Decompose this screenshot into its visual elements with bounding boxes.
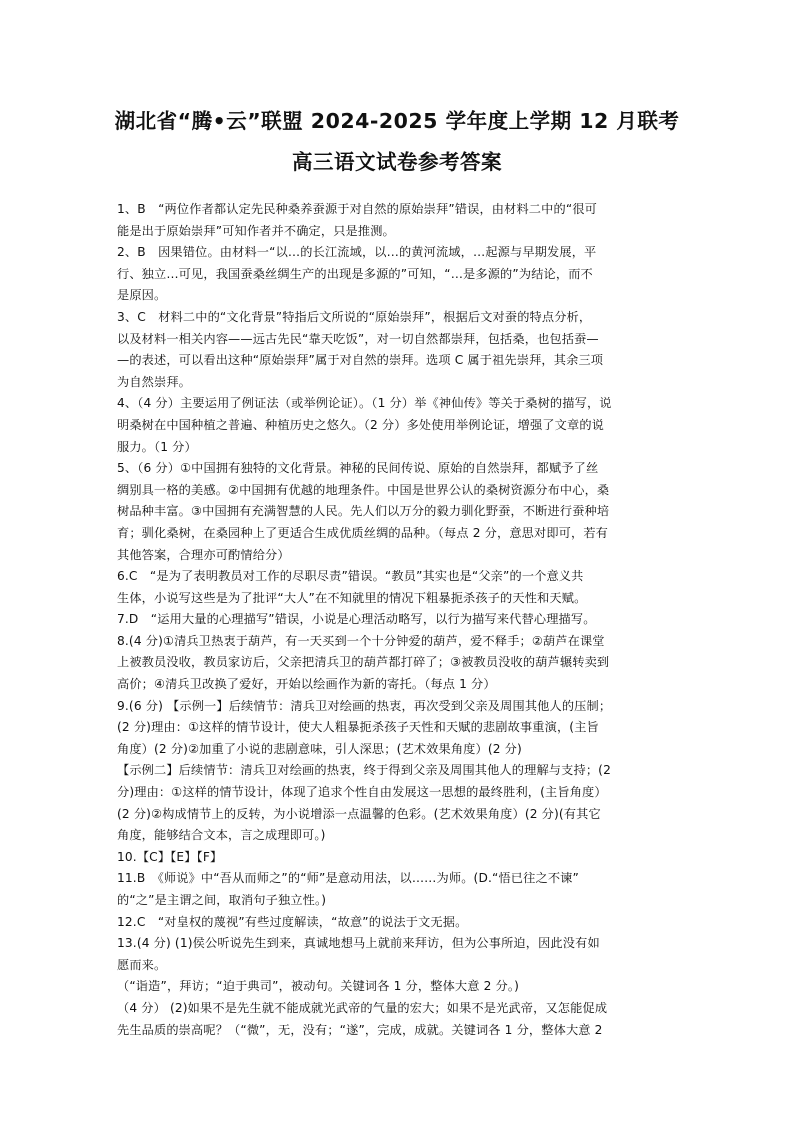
text-line: 12.C “对皇权的蔑视”有些过度解读，“故意”的说法于文无据。 <box>117 914 468 929</box>
answer-body <box>117 199 677 1041</box>
text-line: 绸别具一格的美感。②中国拥有优越的地理条件。中国是世界公认的桑树资源分布中心，桑 <box>117 482 610 497</box>
text-line: 的“之”是主谓之间，取消句子独立性。) <box>117 893 327 907</box>
text-line: 7.D “运用大量的心理描写”错误，小说是心理活动略写，以行为描写来代替心理描写。 <box>117 612 596 627</box>
text-line: （“诣造”，拜访；“迫于典司”，被动句。关键词各 1 分，整体大意 2 分。) <box>117 979 520 994</box>
text-line: 13.(4 分) (1)侯公听说先生到来，真诚地想马上就前来拜访，但为公事所迫，因此没有如 <box>117 936 600 951</box>
text-line: 高价；④清兵卫改换了爱好，开始以绘画作为新的寄托。（每点 1 分） <box>117 677 496 692</box>
text-line: 2、B 因果错位。由材料一“以…的长江流域，以…的黄河流域，…起源与早期发展，平 <box>117 245 597 260</box>
text-line: 11.B 《师说》中“吾从而师之”的“师”是意动用法，以……为师。(D.“悟已往之不谏” <box>117 871 579 886</box>
text-line: 9.(6 分) 【示例一】后续情节：清兵卫对绘画的热衷，再次受到父亲及周围其他人的压制； <box>117 698 612 713</box>
text-line: 树品种丰富。③中国拥有充满智慧的人民。先人们以万分的毅力驯化野蚕，不断进行蚕种培 <box>117 504 610 519</box>
text-line: 3、C 材料二中的“文化背景”特指后文所说的“原始崇拜”，根据后文对蚕的特点分析， <box>117 309 592 324</box>
text-line: 是原因。 <box>117 288 167 303</box>
text-line: 5、（6 分）①中国拥有独特的文化背景。神秘的民间传说、原始的自然崇拜，都赋予了丝 <box>117 461 599 476</box>
document-subtitle: 高三语文试卷参考答案 <box>292 150 502 174</box>
text-line: 角度，能够结合文本，言之成理即可。) <box>117 828 326 843</box>
text-line: 明桑树在中国种植之普遍、种植历史之悠久。（2 分）多处使用举例论证，增强了文章的说 <box>117 417 604 432</box>
document-title: 湖北省“腾•云”联盟 2024-2025 学年度上学期 12 月联考 <box>114 109 680 133</box>
text-line: 角度）(2 分)②加重了小说的悲剧意味，引人深思；(艺术效果角度）(2 分) <box>117 741 522 756</box>
text-line: 以及材料一相关内容——远古先民“靠天吃饭”，对一切自然都崇拜，包括桑，也包括蚕— <box>117 331 599 346</box>
text-line: (2 分)②构成情节上的反转，为小说增添一点温馨的色彩。(艺术效果角度）(2 分)(有其它 <box>117 806 601 821</box>
text-line: (2 分)理由：①这样的情节设计，使大人粗暴扼杀孩子天性和天赋的悲剧故事重演，(主旨 <box>117 720 599 735</box>
text-line: 能是出于原始崇拜”可知作者并不确定，只是推测。 <box>117 223 395 238</box>
text-line: —的表述，可以看出这种“原始崇拜”属于对自然的崇拜。选项 C 属于祖先崇拜，其余三项 <box>117 353 604 368</box>
text-line: （4 分） (2)如果不是先生就不能成就光武帝的气量的宏大；如果不是光武帝，又怎能促成 <box>117 1000 608 1015</box>
text-line: 1、B “两位作者都认定先民种桑养蚕源于对自然的原始崇拜”错误，由材料二中的“很可 <box>117 202 597 216</box>
text-line: 上被教员没收，教员家访后，父亲把清兵卫的葫芦都打碎了；③被教员没收的葫芦辗转卖到 <box>117 655 610 670</box>
text-line: 分)理由：①这样的情节设计，体现了追求个性自由发展这一思想的最终胜利，(主旨角度） <box>117 785 607 800</box>
text-line: 6.C “是为了表明教员对工作的尽职尽责”错误。“教员”其实也是“父亲”的一个意义共 <box>117 569 584 584</box>
text-line: 育；驯化桑树，在桑园种上了更适合生成优质丝绸的品种。（每点 2 分，意思对即可，若有 <box>117 525 609 540</box>
text-line: 生体，小说写这些是为了批评“大人”在不知就里的情况下粗暴扼杀孩子的天性和天赋。 <box>117 590 587 605</box>
text-line: 【示例二】后续情节：清兵卫对绘画的热衷，终于得到父亲及周围其他人的理解与支持；(2 <box>117 763 611 778</box>
text-line: 8.(4 分)①清兵卫热衷于葫芦，有一天买到一个十分钟爱的葫芦，爱不释手；②葫芦在课堂 <box>117 633 605 648</box>
text-line: 10.【C】【E】【F】 <box>117 849 223 864</box>
text-line: 行、独立…可见，我国蚕桑丝绸生产的出现是多源的”可知，“…是多源的”为结论，而不 <box>117 266 593 281</box>
text-line: 先生品质的崇高呢？（“微”，无，没有；“遂”，完成，成就。关键词各 1 分，整体大意 2 <box>117 1022 603 1037</box>
text-line: 愿而来。 <box>117 957 167 972</box>
text-line: 服力。（1 分） <box>117 439 197 454</box>
text-line: 其他答案，合理亦可酌情给分） <box>117 547 290 562</box>
text-line: 4、（4 分）主要运用了例证法（或举例论证）。（1 分）举《神仙传》等关于桑树的描写，说 <box>117 396 612 411</box>
text-line: 为自然崇拜。 <box>117 374 192 389</box>
